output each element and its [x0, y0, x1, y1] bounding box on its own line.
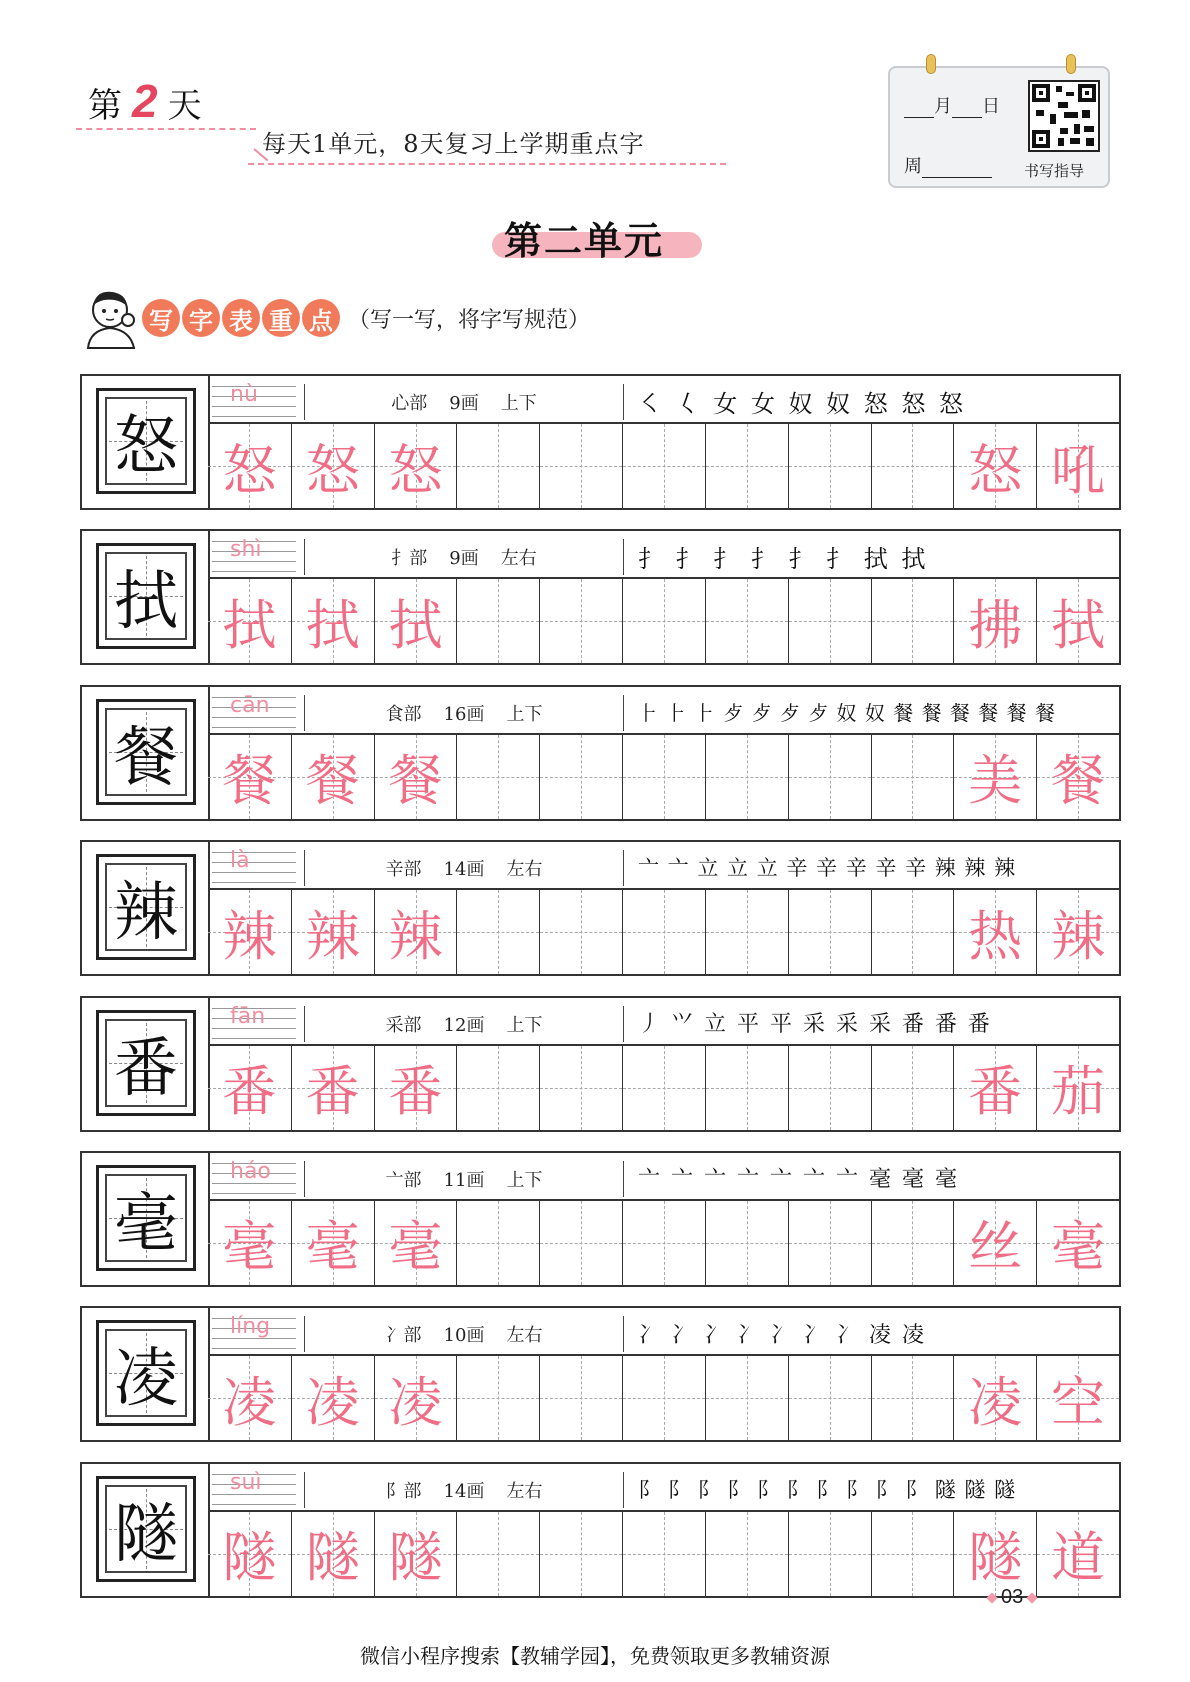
qr-module: [1082, 110, 1090, 118]
section-note: （写一写，将字写规范）: [348, 307, 591, 333]
practice-row: [80, 685, 1121, 821]
blank-cell[interactable]: [705, 579, 788, 663]
pin-icon: [926, 54, 936, 74]
trace-cell[interactable]: 番: [208, 1046, 291, 1130]
trace-cell[interactable]: 隧: [291, 1512, 374, 1596]
practice-row: [80, 996, 1121, 1132]
structure: 左右: [506, 1325, 543, 1347]
structure: 上下: [500, 393, 537, 414]
stroke-order: ㇛ 𡿨 女 女 奴 奴 怒 怒 怒: [638, 389, 967, 418]
pinyin: líng: [230, 1314, 271, 1340]
practice-row: [80, 529, 1121, 665]
boy-mascot-svg: [80, 286, 148, 350]
blank-cell[interactable]: [456, 579, 539, 663]
practice-rows: [80, 374, 1121, 1617]
blank-cell[interactable]: [871, 424, 954, 508]
pinyin-lines: [212, 691, 296, 731]
pinyin: cān: [230, 692, 270, 718]
stroke-count: 10画: [443, 1325, 485, 1347]
blank-cell[interactable]: [705, 735, 788, 819]
qr-module: [1064, 112, 1078, 118]
qr-finder: [1078, 84, 1096, 102]
qr-code-icon[interactable]: [1028, 80, 1100, 152]
blank-cell[interactable]: [622, 1512, 705, 1596]
qr-module: [1050, 114, 1056, 124]
slogan: 每天1单元，8天复习上学期重点字: [262, 130, 645, 158]
trace-cell[interactable]: 怒: [208, 424, 291, 508]
word-cell[interactable]: 热: [953, 890, 1036, 974]
writing-grid: [208, 888, 1119, 974]
blank-cell[interactable]: [705, 424, 788, 508]
word-cell[interactable]: 吼: [1036, 424, 1119, 508]
practice-row: [80, 1462, 1121, 1598]
blank-cell[interactable]: [788, 1201, 871, 1285]
structure: 上下: [506, 1169, 543, 1191]
pinyin: là: [230, 848, 250, 874]
day-blank[interactable]: [952, 100, 982, 118]
trace-cell[interactable]: 隧: [208, 1512, 291, 1596]
blank-cell[interactable]: [705, 1512, 788, 1596]
blank-cell[interactable]: [539, 1356, 622, 1440]
char-info: [304, 539, 624, 575]
structure: 上下: [506, 703, 543, 725]
practice-row: [80, 1306, 1121, 1442]
stroke-order: 冫 冫 冫 冫 冫 冫 冫 凌 凌: [638, 1322, 926, 1348]
blank-cell[interactable]: [539, 1201, 622, 1285]
trace-cell[interactable]: 毫: [374, 1201, 457, 1285]
stroke-count: 16画: [443, 703, 485, 725]
trace-cell[interactable]: 辣: [374, 890, 457, 974]
pinyin: shì: [230, 537, 262, 563]
word-cell[interactable]: 凌: [953, 1356, 1036, 1440]
blank-cell[interactable]: [456, 1512, 539, 1596]
blank-cell[interactable]: [788, 424, 871, 508]
blank-cell[interactable]: [456, 1356, 539, 1440]
radical: 心部: [391, 393, 428, 414]
writing-grid: [208, 422, 1119, 508]
day-number: 2: [132, 75, 158, 127]
blank-cell[interactable]: [456, 424, 539, 508]
structure: 上下: [506, 1014, 543, 1036]
slogan-underline: [248, 163, 726, 165]
unit-title-block: [492, 208, 702, 268]
radical: 辛部: [385, 859, 422, 881]
trace-cell[interactable]: 怒: [291, 424, 374, 508]
model-char-box: [96, 1010, 196, 1116]
month-label: 月: [934, 96, 952, 117]
blank-cell[interactable]: [871, 890, 954, 974]
day-badge: [88, 74, 202, 127]
trace-cell[interactable]: 辣: [208, 890, 291, 974]
stroke-count: 14画: [443, 1480, 485, 1502]
pinyin-lines: [212, 535, 296, 575]
blank-cell[interactable]: [788, 579, 871, 663]
day-prefix: 第: [88, 86, 122, 126]
blank-cell[interactable]: [539, 579, 622, 663]
word-cell[interactable]: 番: [953, 1046, 1036, 1130]
radical: 冫部: [385, 1325, 422, 1347]
model-char: 毫: [114, 1186, 178, 1261]
blank-cell[interactable]: [705, 1356, 788, 1440]
qr-module: [1058, 138, 1064, 146]
word-cell[interactable]: 怒: [953, 424, 1036, 508]
qr-module: [1060, 128, 1068, 134]
blank-cell[interactable]: [456, 735, 539, 819]
model-char: 番: [114, 1031, 178, 1106]
model-char: 辣: [114, 876, 178, 951]
tag-char: 表: [222, 299, 260, 337]
trace-cell[interactable]: 餐: [374, 735, 457, 819]
char-info: [304, 1161, 624, 1197]
trace-cell[interactable]: 怒: [374, 424, 457, 508]
month-blank[interactable]: [904, 100, 934, 118]
blank-cell[interactable]: [871, 1201, 954, 1285]
tag-char: 重: [262, 299, 300, 337]
blank-cell[interactable]: [871, 579, 954, 663]
blank-cell[interactable]: [539, 424, 622, 508]
word-cell[interactable]: 道: [1036, 1512, 1119, 1596]
qr-module: [1070, 138, 1080, 144]
stroke-order: 丿 ⺍ 立 平 平 采 采 采 番 番 番: [638, 1012, 992, 1038]
practice-row: [80, 840, 1121, 976]
pinyin-lines: [212, 1468, 296, 1508]
stroke-count: 14画: [443, 859, 485, 881]
page-number-text: 03: [1001, 1586, 1024, 1608]
model-char-box: [96, 699, 196, 805]
stroke-count: 9画: [449, 393, 479, 414]
blank-cell[interactable]: [705, 1046, 788, 1130]
blank-cell[interactable]: [622, 890, 705, 974]
blank-cell[interactable]: [788, 1356, 871, 1440]
word-cell[interactable]: 空: [1036, 1356, 1119, 1440]
model-char-box: [96, 854, 196, 960]
day-underline: [76, 128, 256, 130]
blank-cell[interactable]: [788, 1512, 871, 1596]
blank-cell[interactable]: [539, 890, 622, 974]
model-char: 隧: [114, 1497, 178, 1572]
writing-grid: [208, 1199, 1119, 1285]
month-day-field[interactable]: [904, 92, 1000, 118]
stroke-order: 亠 亠 立 立 立 辛 辛 辛 辛 辛 辣 辣 辣: [638, 856, 1017, 881]
qr-module: [1056, 86, 1062, 92]
pinyin-lines: [212, 380, 296, 420]
blank-cell[interactable]: [456, 1201, 539, 1285]
writing-grid: [208, 1044, 1119, 1130]
stroke-count: 12画: [443, 1014, 485, 1036]
radical: 阝部: [385, 1480, 422, 1502]
pinyin: suì: [230, 1469, 262, 1495]
blank-cell[interactable]: [622, 1046, 705, 1130]
blank-cell[interactable]: [871, 1512, 954, 1596]
blank-cell[interactable]: [788, 1046, 871, 1130]
qr-caption: 书写指导: [1024, 162, 1085, 180]
qr-module: [1074, 124, 1080, 134]
model-char: 凌: [114, 1342, 178, 1417]
writing-grid: [208, 1510, 1119, 1596]
week-field[interactable]: [904, 152, 992, 178]
blank-cell[interactable]: [705, 1201, 788, 1285]
practice-row: [80, 1151, 1121, 1287]
writing-grid: [208, 577, 1119, 663]
day-suffix: 天: [167, 86, 202, 126]
radical: 采部: [385, 1014, 422, 1036]
stroke-count: 11画: [443, 1169, 485, 1191]
pinyin-lines: [212, 1312, 296, 1352]
word-cell[interactable]: 毫: [1036, 1201, 1119, 1285]
week-label: 周: [904, 156, 922, 177]
trace-cell[interactable]: 餐: [208, 735, 291, 819]
model-char-box: [96, 1165, 196, 1271]
char-info: [304, 850, 624, 886]
writing-grid: [208, 733, 1119, 819]
trace-cell[interactable]: 番: [291, 1046, 374, 1130]
word-cell[interactable]: 丝: [953, 1201, 1036, 1285]
footer-note: 微信小程序搜索【教辅学园】，免费领取更多教辅资源: [360, 1644, 830, 1668]
blank-cell[interactable]: [622, 579, 705, 663]
trace-cell[interactable]: 凌: [374, 1356, 457, 1440]
blank-cell[interactable]: [871, 735, 954, 819]
model-char: 餐: [114, 720, 178, 795]
qr-module: [1058, 102, 1068, 108]
pinyin-lines: [212, 1002, 296, 1042]
blank-cell[interactable]: [539, 735, 622, 819]
diamond-icon: [986, 1592, 997, 1603]
stroke-order: 亠 亠 亠 亠 亠 亠 亠 毫 毫 毫: [638, 1167, 959, 1193]
stroke-order: 阝 阝 阝 阝 阝 阝 阝 阝 阝 阝 隧 隧 隧: [638, 1477, 1017, 1502]
tag-char: 字: [182, 299, 220, 337]
practice-row: [80, 374, 1121, 510]
word-cell[interactable]: 茄: [1036, 1046, 1119, 1130]
char-info: [304, 1472, 624, 1508]
model-char: 怒: [114, 410, 178, 484]
trace-cell[interactable]: 毫: [291, 1201, 374, 1285]
qr-module: [1036, 110, 1044, 116]
model-char-box: [96, 543, 196, 649]
trace-cell[interactable]: 拭: [374, 579, 457, 663]
model-char: 拭: [114, 565, 178, 640]
week-blank[interactable]: [922, 160, 992, 178]
trace-cell[interactable]: 番: [374, 1046, 457, 1130]
word-cell[interactable]: 美: [953, 735, 1036, 819]
blank-cell[interactable]: [622, 1356, 705, 1440]
blank-cell[interactable]: [788, 890, 871, 974]
trace-cell[interactable]: 拭: [291, 579, 374, 663]
trace-cell[interactable]: 隧: [374, 1512, 457, 1596]
blank-cell[interactable]: [871, 1046, 954, 1130]
qr-module: [1086, 138, 1094, 146]
char-info: [304, 695, 624, 731]
blank-cell[interactable]: [622, 1201, 705, 1285]
model-char-box: [96, 388, 196, 494]
boy-mascot-icon: [80, 286, 148, 350]
pinyin: fān: [230, 1003, 266, 1029]
trace-cell[interactable]: 餐: [291, 735, 374, 819]
radical: 食部: [385, 703, 422, 725]
day-label: 日: [982, 96, 1000, 117]
qr-module: [1066, 92, 1074, 96]
trace-cell[interactable]: 凌: [291, 1356, 374, 1440]
word-cell[interactable]: 隧: [953, 1512, 1036, 1596]
blank-cell[interactable]: [456, 890, 539, 974]
pinyin-lines: [212, 846, 296, 886]
trace-cell[interactable]: 凌: [208, 1356, 291, 1440]
stroke-order: 扌 扌 扌 扌 扌 扌 拭 拭: [638, 544, 929, 573]
word-cell[interactable]: 拂: [953, 579, 1036, 663]
radical: 亠部: [385, 1169, 422, 1191]
char-info: [304, 1006, 624, 1042]
date-card: [888, 66, 1110, 188]
blank-cell[interactable]: [539, 1046, 622, 1130]
word-cell[interactable]: 辣: [1036, 890, 1119, 974]
unit-title: 第二单元: [504, 219, 665, 263]
diamond-icon: [1027, 1592, 1038, 1603]
char-info: [304, 384, 624, 420]
blank-cell[interactable]: [622, 735, 705, 819]
radical: 扌部: [391, 548, 428, 570]
model-char-box: [96, 1476, 196, 1582]
word-cell[interactable]: 拭: [1036, 579, 1119, 663]
structure: 左右: [506, 1480, 543, 1502]
blank-cell[interactable]: [456, 1046, 539, 1130]
pinyin: háo: [230, 1158, 271, 1184]
blank-cell[interactable]: [539, 1512, 622, 1596]
trace-cell[interactable]: 拭: [208, 579, 291, 663]
tag-char: 点: [302, 299, 340, 337]
section-tag: [142, 299, 340, 337]
char-info: [304, 1316, 624, 1352]
blank-cell[interactable]: [622, 424, 705, 508]
pinyin: nù: [230, 382, 258, 407]
tag-char: 写: [142, 299, 180, 337]
blank-cell[interactable]: [705, 890, 788, 974]
qr-finder: [1032, 130, 1050, 148]
qr-module: [1084, 126, 1094, 132]
word-cell[interactable]: 餐: [1036, 735, 1119, 819]
model-char-box: [96, 1320, 196, 1426]
trace-cell[interactable]: 辣: [291, 890, 374, 974]
pin-icon: [1066, 54, 1076, 74]
blank-cell[interactable]: [788, 735, 871, 819]
trace-cell[interactable]: 毫: [208, 1201, 291, 1285]
writing-grid: [208, 1354, 1119, 1440]
structure: 左右: [500, 548, 537, 570]
blank-cell[interactable]: [871, 1356, 954, 1440]
stroke-count: 9画: [449, 548, 479, 570]
structure: 左右: [506, 859, 543, 881]
qr-finder: [1032, 84, 1050, 102]
pinyin-lines: [212, 1157, 296, 1197]
section-header: [80, 286, 590, 350]
stroke-order: ⺊ ⺊ ⺊ 歺 歺 歺 歺 奴 奴 餐 餐 餐 餐 餐 餐: [638, 701, 1057, 726]
